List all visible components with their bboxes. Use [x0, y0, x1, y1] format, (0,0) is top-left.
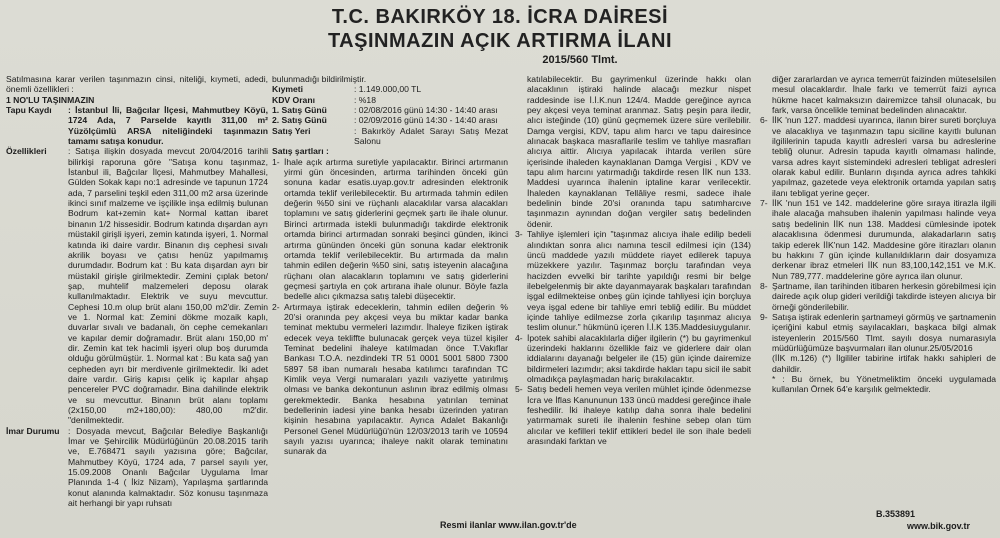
condition-6-text: İİK 'nun 127. maddesi uyarınca, ilanın birer sureti borçluya ve alacaklıya ve taşınmazın tapu siciline kayıtlı bulunan ilgililerinin tapuda kayıtlı adresleri varsa bu adreslerine tebliğ olunur. Adresin tapuda kayıtlı olmaması halinde, varsa adres kayıt sistemindeki adresleri tebligat adresleri olarak kabul edilir. Bunların dışında ayrıca adres tahkiki yapılmaz, gazetede veya elektronik ortamda yapılan satış ilanı tebligat yerine geçer. — [772, 115, 996, 198]
condition-8-text: Şartname, ilan tarihinden itibaren herkesin görebilmesi için dairede açık olup gideri verildiği takdirde isteyen alıcıya bir örneği gönderilebilir. — [772, 280, 996, 312]
column-4 — [760, 74, 996, 524]
column-3 — [515, 74, 751, 524]
sale-place-row — [272, 126, 508, 147]
ozellik-row — [6, 146, 268, 425]
tapu-row — [6, 105, 268, 146]
continued-text: katılabilecektir. Bu gayrimenkul üzerinde hakkı olan alacaklının iştiraki halinde alacağı mezkur nispet raddesinde ise İ.İ.K.nun 124/4. Madde gereğince ayrıca pey akçesi veya teminat aranmaz. Satış peşin para iledir, alıcı isteğinde (10) günü geçmemek üzere süre verilebilir. Damga vergisi, KDV, tapu alım harcı ve tapu dairesince alınacak başkaca masraflarile teslim ve tahliye masrafları alıcıya aittir. Alıcıya yapılacak ihtarda verilen süre içerisinde ihaleden kaynaklanan Damga Vergisi , KDV ve tapu alım harcını yatırmadığı takdirde resen İİK nun 133. Maddesi uyarınca ihalenin iptaline karar verilecektir. İhaleden kaynaklanan Tellâliye resmi, sadece ihale bedelinin binde 20'si oranında tapu satımharcıve taşınmazın aynından doğan vergiler satış bedelinden ödenir. — [527, 74, 751, 229]
sale-day-2-value: : 02/09/2016 günü 14:30 - 14:40 arası — [354, 115, 498, 126]
bik-url: www.bik.gov.tr — [907, 521, 971, 531]
tapu-label: Tapu Kaydı — [6, 105, 52, 116]
kiymet-label: Kıymeti — [272, 84, 304, 95]
ozellik-label: Özellikleri — [6, 146, 47, 157]
note-1: (İİK m.126) (*) İlgililer tabirine irtifak hakkı sahipleri de dahildir. — [772, 353, 996, 374]
condition-8: 8- Şartname, ilan tarihinden itibaren herkesin görebilmesi için dairede açık olup gideri verildiği takdirde isteyen alıcıya bir örneği gönderilebilir. — [760, 280, 996, 312]
note-2: * : Bu örnek, bu Yönetmeliktim önceki uygulamada kullanılan Örnek 64'e karşılık gelmektedir. — [772, 373, 996, 395]
sale-day-2-row — [272, 115, 508, 125]
condition-4-text: İpotek sahibi alacaklılarla diğer ilgilerin (*) bu gayrimenkul üzerindeki haklarını özellikle faiz ve giderlere dair olan iddialarını dayanağı belgeler ile (15) gün içinde dairemize bildirmeleri lazımdır; aksi takdirde hakları tapu sicil ile sabit olmadıkça paylaşmadan hariç bırakılacaktır. — [527, 332, 751, 384]
intro-text: Satılmasına karar verilen taşınmazın cinsi, niteliği, kıymeti, adedi, önemli özellikleri : — [6, 74, 268, 95]
imar-label: İmar Durumu — [6, 425, 60, 436]
condition-6: 6- İİK 'nun 127. maddesi uyarınca, ilanın birer sureti borçluya ve alacaklıya ve taşınmazın tapu siciline kayıtlı bulunan ilgililerinin tapuda kayıtlı adresleri varsa bu adreslerine tebliğ olunur. Adresin tapuda kayıtlı olmaması halinde, varsa adres kayıt sistemindeki adresleri tebligat adresleri olarak kabul edilir. Bunların dışında ayrıca adres tahkiki yapılmaz, gazetede veya elektronik ortamda yapılan satış ilanı tebligat yerine geçer. — [760, 115, 996, 198]
kiymet-row — [272, 84, 508, 94]
condition-3: 3- Tahliye işlemleri için "taşınmaz alıcıya ihale edilip bedeli alındıktan sonra alıcı namına tescil edilmesi için (134) üncü maddede yazılı müddete riayet edilerek tapuya müzekkere yazılır. Taşınmaz borçlu tarafından veya hacizden evvelki bir tarihte yapıldığı resmi bir belge ilebelgelenmiş bir akte dayanmayarak başkaları tarafından işgal edilmekteise onbeş gün içinde tahliyesi için borçluya veya işgal edene bir tahliye emri tebliğ edilir. Bu müddet içinde tahliye edilmezse zorla çıkarılıp taşınmaz alıcıya teslim olunur." hükmünü içeren İ.İ.K 135.Maddesiuygulanır. — [515, 229, 751, 333]
sale-place-value: : Bakırköy Adalet Sarayı Satış Mezat Salonu — [354, 125, 508, 147]
column-1 — [6, 74, 268, 524]
imar-value: : Dosyada mevcut, Bağcılar Belediye Başkanlığı İmar ve Şehircilik Müdürlüğünün 20.08.2015 tarih ve, E.768471 sayılı yazısına göre; Bağcılar, Mahmutbey Köyü, 1724 ada, 7 parsel sayılı yer, 15.09.2008 Onanlı Bağcılar Uygulama İmar Planında 1-4 ( İkiz Nizam), Yapılaşma şartlarında konut alanında kalmaktadır. Söz konusu taşınmaza ait herhangi bir yapı ruhsatı — [68, 425, 268, 509]
condition-7: 7- İİK 'nun 151 ve 142. maddelerine göre sıraya itirazla ilgili ihale alacağa mahsuben ihalenin yapılması halinde veya satış bedelinin İİK nun 138. Maddesi cümlesinde ipotek alacaklısına ödenmesi durumunda, alakadarların satış takip ederek İİK'nun 142. Maddesine göre itirazları olanın bu hakkını 7 gün içinde kullanıldıkların dair dosyamıza derkenar ibraz etmeleri İİK nun 83,100,142,151 ve M.K. Nun 789,777. maddelerine göre ayrıca ilan olunur. — [760, 198, 996, 281]
condition-9-text: Satışa iştirak edenlerin şartnameyi görmüş ve şartnamenin içeriğini kabul etmiş sayılacakları, başkaca bilgi almak isteyenlerin 2015/560 Tlmt. sayılı dosya numarasıyla müdürlüğümüze başvurmaları ilan olunur.25/05/2016 — [772, 311, 996, 353]
kdv-value: : %18 — [354, 94, 376, 105]
continued-text: bulunmadığı bildirilmiştir. — [272, 74, 367, 84]
condition-5-text: Satış bedeli hemen veya verilen mühlet içinde ödenmezse İcra ve İflas Kanununun 133 üncü maddesi gereğince ihale feshedilir. İki ihaleye katılıp daha sonra ihale bedelini yatırmamak sureti ile ihalenin feshine sebep olan tüm alıcılar ve kefilleri teklif ettikleri bedel ile son ihale bedeli arasındaki farktan ve — [527, 384, 751, 447]
condition-5: 5- Satış bedeli hemen veya verilen mühlet içinde ödenmezse İcra ve İflas Kanununun 133 üncü maddesi gereğince ihale feshedilir. İki ihaleye katılıp daha sonra ihale bedelini yatırmamak sureti ile ihalenin feshine sebep olan tüm alıcılar ve kefilleri teklif ettikleri bedel ile son ihale bedeli arasındaki farktan ve — [515, 384, 751, 447]
official-ads-line: Resmi ilanlar www.ilan.gov.tr'de — [440, 520, 577, 530]
sale-day-1-label: 1. Satış Günü — [272, 105, 327, 116]
notice-subtitle: TAŞINMAZIN AÇIK ARTIRMA İLANI — [327, 30, 673, 52]
notice-title: T.C. BAKIRKÖY 18. İCRA DAİRESİ — [331, 6, 669, 28]
condition-7-text: İİK 'nun 151 ve 142. maddelerine göre sıraya itirazla ilgili ihale alacağa mahsuben ihalenin yapılması halinde veya satış bedelinin İİK nun 138. Maddesi cümlesinde ipotek alacaklısına ödenmesi durumunda, alakadarların satış takip ederek İİK'nun 142. Maddesine göre itirazları olanın bu hakkını 7 gün içinde kullanıldıkların dair dosyamıza derkenar ibraz etmeleri İİK nun 83,100,142,151 ve M.K. Nun 789,777. maddelerine göre ayrıca ilan olunur. — [772, 198, 996, 281]
kiymet-value: : 1.149.000,00 TL — [354, 84, 422, 95]
sale-place-label: Satış Yeri — [272, 125, 311, 136]
condition-1-text: İhale açık artırma suretiyle yapılacaktır. Birinci artırmanın yirmi gün öncesinden, artırma tarihinden önceki gün sonuna kadar esatis.uyap.gov.tr adresinden elektronik ortamda teklif verilebilecektir. Bu artırmada tahmin edilen değerin %50 sini ve rüçhanlı alacaklılar varsa alacakları toplamını ve satış giderlerini geçmek şartı ile ihale olunur. Birinci artırmada istekli bulunmadığı takdirde elektronik ortamda birinci artırmadan sonraki beşinci günden, ikinci artırma gününden önceki gün sonuna kadar elektronik ortamda teklif verilebilecektir. Bu artırmada da malın tahmin edilen değerin %50 sini, satış isteyenin alacağına rüçhanı olan alacakların toplamını ve satış giderlerini geçmesi şartıyla en çok artırana ihale olunur. Böyle fazla bedelle alıcı çıkmazsa satış talebi düşecektir. — [284, 156, 508, 302]
ozellik-value: : Satışa ilişkin dosyada mevcut 20/04/2016 tarihli bilirkişi raporuna göre "Satışa konu taşınmaz, İstanbul ili, Bağcılar İlçesi, Mahmutbey Mahallesi, Gülden Sokak kapı no:1 adresinde ve tapunun 1724 ada, 7 parselini teşkil eden 311,00 m2 arsa üzerinde ikinci sınıf malzeme ve işçilikle inşa edilmiş bulunan Bodrum kat+zemin kat+ Normal kattan ibaret binanın 1/2 hissesidir. Bodrum katında dışardan ayrı müstakil girişli işyeri, zemin katında işyeri, 1. Normal katında iki daire vardır. Binanın dış cephesi sıvalı akrilik boyası ve çatısı henüz yapılmamış durumdadır. Bodrum kat : Bu kata dışardan ayrı bir müstakil girişle girilmektedir. Zemini çıplak beton/şap, muhtelif malzemeleri deposu olarak kullanılmaktadır. Elektrik ve suyu mevcuttur. Cephesi 10.m olup brüt alanı 150,00 m2'dir. Zemin ve 1. Normal kat: Zemini dökme mozaik kaplı, duvarlar sıvalı ve badanalı, ön cephe cemekanları ve kapılar demir doğramadır. Brüt alanı 150,00 m' dir. Zemin kat tek hacimli işyeri olup boş durumda olduğu görülmüştür. 1. Normal kat : Bu kata sağ yan cepheden ayrı bir merdivenle girilmektedir. İki adet daire vardır. Giriş kapısı çelik iç kapılar ahşap pencereler PVC doğramadır. Bina dahilinde elektrik ve su mevcuttur. Binanın brüt alanı toplamı (2x150,00 m2+180,00): 480,00 m2'dir. "denilmektedir. — [68, 146, 268, 426]
file-number: 2015/560 Tlmt. — [542, 54, 618, 66]
ad-code: B.353891 — [876, 509, 916, 519]
condition-3-text: Tahliye işlemleri için "taşınmaz alıcıya ihale edilip bedeli alındıktan sonra alıcı namına tescil edilmesi için (134) üncü maddede yazılı müddete riayet edilerek tapuya müzekkere yazılır. Taşınmaz borçlu tarafından veya hacizden evvelki bir tarihte yapıldığı resmi bir belge ilebelgelenmiş bir akte dayanmayarak başkaları tarafından işgal edilmekteise onbeş gün içinde tahliyesi için borçluya veya işgal edene bir tahliye emri tebliğ edilir. Bu müddet içinde tahliye edilmezse zorla çıkarılıp taşınmaz alıcıya teslim olunur." hükmünü içeren İ.İ.K 135.Maddesiuygulanır. — [527, 229, 751, 333]
section-heading: 1 NO'LU TAŞINMAZIN — [6, 94, 95, 105]
conditions-heading: Satış şartları : — [272, 146, 329, 157]
tapu-value: : İstanbul İli, Bağcılar İlçesi, Mahmutbey Köyü, 1724 Ada, 7 Parselde kayıtlı 311,00 m² Yüzölçümlü ARSA niteliğindeki taşınmazın tamamı satışa konudur. — [68, 105, 268, 147]
kdv-label: KDV Oranı — [272, 94, 315, 105]
continued-text: diğer zararlardan ve ayrıca temerrüt faizinden müteselsilen mesul olacaklardır. İhale farkı ve temerrüt faizi ayrıca hükme hacet kalmaksızın dairemizce tahsil olunacak, bu fark, varsa öncelikle teminat bedelinden alınacaktır. — [772, 74, 996, 116]
sale-day-1-value: : 02/08/2016 günü 14:30 - 14:40 arası — [354, 105, 498, 116]
condition-4: 4- İpotek sahibi alacaklılarla diğer ilgilerin (*) bu gayrimenkul üzerindeki haklarını özellikle faiz ve giderlere dair olan iddialarını dayanağı belgeler ile (15) gün içinde dairemize bildirmeleri lazımdır; aksi takdirde hakları tapu sicil ile sabit olmadıkça paylaşmadan hariç bırakılacaktır. — [515, 332, 751, 384]
imar-row — [6, 426, 268, 509]
condition-2-text: Artırmaya iştirak edeceklerin, tahmin edilen değerin % 20'si oranında pey akçesi veya bu miktar kadar banka teminat mektubu vermeleri lazımdır. İhaleye fiziken iştirak edecek veya tekliffte bulunacak gerçek veya tüzel kişiler Teminat bedelini ihaleye katılmadan önce T.Vakıflar Bankası T.O.A. nezdindeki TR 51 0001 5001 5800 7300 5897 58 iban numaralı hesaba katılımcı tarafından TC Kimlik veya Vergi numaraları yazılı vaziyette yatırılmış olması ve banka dekontunun aslının ibraz edilmiş olması gerekmektedir. Banka hesabına yatırılan teminat bedellerinin iadesi yine banka hesabı üzerinden yatıran kişinin hesabına yapılacaktır. Ayrıca Adalet Bakanlığı Personel Genel Müdürlüğü'nün 12/03/2013 tarih ve 10594 sayılı yazısı uyarınca; ihaleye nakit olarak teminatını sunarak da — [284, 301, 508, 457]
sale-day-2-label: 2. Satış Günü — [272, 115, 327, 126]
condition-9: 9- Satışa iştirak edenlerin şartnameyi görmüş ve şartnamenin içeriğini kabul etmiş sayılacakları, başkaca bilgi almak isteyenlerin 2015/560 Tlmt. sayılı dosya numarasıyla müdürlüğümüze başvurmaları ilan olunur.25/05/2016 — [760, 311, 996, 353]
condition-2: 2- Artırmaya iştirak edeceklerin, tahmin edilen değerin % 20'si oranında pey akçesi veya bu miktar kadar banka teminat mektubu vermeleri lazımdır. İhaleye fiziken iştirak edecek veya tekliffte bulunacak gerçek veya tüzel kişiler Teminat bedelini ihaleye katılmadan önce T.Vakıflar Bankası T.O.A. nezdindeki TR 51 0001 5001 5800 7300 5897 58 iban numaralı hesaba katılımcı tarafından TC Kimlik veya Vergi numaraları yazılı vaziyette yatırılmış olması ve banka dekontunun aslının ibraz edilmiş olması gerekmektedir. Banka hesabına yatırılan teminat bedellerinin iadesi yine banka hesabı üzerinden yatıran kişinin hesabına yapılacaktır. Ayrıca Adalet Bakanlığı Personel Genel Müdürlüğü'nün 12/03/2013 tarih ve 10594 sayılı yazısı uyarınca; ihaleye nakit olarak teminatını sunarak da — [272, 301, 508, 457]
sale-day-1-row — [272, 105, 508, 115]
kdv-row — [272, 95, 508, 105]
condition-1: 1- İhale açık artırma suretiyle yapılacaktır. Birinci artırmanın yirmi gün öncesinden, artırma tarihinden önceki gün sonuna kadar esatis.uyap.gov.tr adresinden elektronik ortamda teklif verilebilecektir. Bu artırmada tahmin edilen değerin %50 sini ve rüçhanlı alacaklılar varsa alacakları toplamını ve satış giderlerini geçmek şartı ile ihale olunur. Birinci artırmada istekli bulunmadığı takdirde elektronik ortamda birinci artırmadan sonraki beşinci günden, ikinci artırma gününden önceki gün sonuna kadar elektronik ortamda teklif verilebilecektir. Bu artırmada da malın tahmin edilen değerin %50 sini, satış isteyenin alacağına rüçhanı olan alacakların toplamını ve satış giderlerini geçmesi şartıyla en çok artırana ihale olunur. Böyle fazla bedelle alıcı çıkmazsa satış talebi düşecektir. — [272, 156, 508, 302]
column-2 — [272, 74, 508, 524]
